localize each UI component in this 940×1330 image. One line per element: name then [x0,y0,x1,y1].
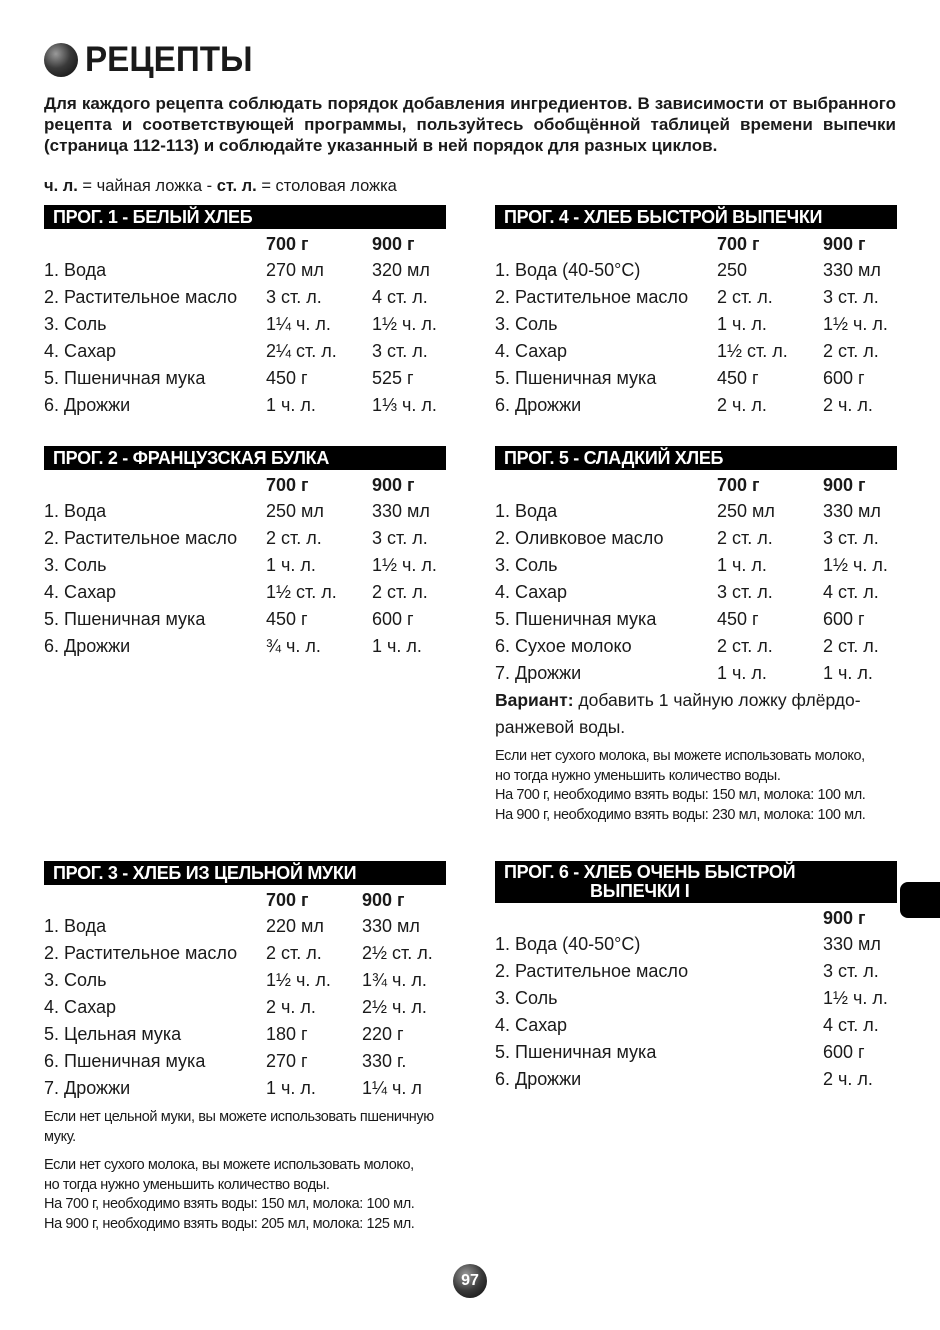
col-900g: 900 г [823,234,866,254]
table-row [495,311,897,338]
amount-900g: 525 г [372,368,414,388]
table-row [44,552,446,579]
amount-900g: 1½ ч. л. [823,555,888,575]
table-row [495,257,897,284]
amount-900g: 330 мл [823,501,881,521]
table-row [44,633,446,660]
amount-900g: 600 г [823,1042,865,1062]
amount-900g: 1¾ ч. л. [362,970,427,990]
table-header-row [44,885,446,913]
ingredient: 6. Дрожжи [495,1069,582,1089]
amount-900g: 4 ст. л. [823,582,879,602]
amount-700g: 3 ст. л. [266,287,322,307]
ingredient: 1. Вода [44,260,107,280]
intro-paragraph: Для каждого рецепта соблюдать порядок добавления ингредиентов. В зависимости от выбранного рецепта и соответствующей программы, пользуйтесь обобщённой таблицей времени выпечки (страница 112-113) и соблюдайте указанный в ней порядок для разных циклов. [44,94,896,155]
table-row [44,365,446,392]
amount-900g: 3 ст. л. [372,528,428,548]
amount-900g: 1⅓ ч. л. [372,395,437,415]
ingredient: 5. Пшеничная мука [44,368,206,388]
amount-900g: 3 ст. л. [823,961,879,981]
table-row [44,284,446,311]
amount-700g: 450 г [266,368,308,388]
amount-900g: 4 ст. л. [823,1015,879,1035]
amount-900g: 220 г [362,1024,404,1044]
amount-900g: 330 г. [362,1051,407,1071]
recipe-title-line1: ПРОГ. 6 - ХЛЕБ ОЧЕНЬ БЫСТРОЙ [504,862,796,882]
table-row [495,660,897,687]
ingredient: 3. Соль [44,314,107,334]
amount-900g: 330 мл [823,934,881,954]
table-row [495,552,897,579]
table-row [495,284,897,311]
table-row [495,1012,897,1039]
ingredient: 6. Сухое молоко [495,636,632,656]
amount-700g: 1½ ч. л. [266,970,331,990]
ingredient: 2. Растительное масло [495,287,689,307]
recipe-prog-4 [495,205,897,419]
ingredient: 3. Соль [44,970,107,990]
amount-700g: 2 ст. л. [717,287,773,307]
milk-note-line: На 700 г, необходимо взять воды: 150 мл, молока: 100 мл. [495,787,866,803]
ingredient: 2. Оливковое масло [495,528,664,548]
amount-700g: 1 ч. л. [266,1078,316,1098]
table-header-row [495,229,897,257]
amount-900g: 320 мл [372,260,430,280]
amount-900g: 1½ ч. л. [823,314,888,334]
table-row [44,994,446,1021]
amount-900g: 600 г [823,609,865,629]
variant-text: добавить 1 чайную ложку флёрдо- [573,690,861,710]
ingredient: 4. Сахар [495,341,568,361]
amount-900g: 2 ч. л. [823,395,873,415]
table-row [44,1021,446,1048]
table-row [44,498,446,525]
milk-note-line: На 900 г, необходимо взять воды: 230 мл, молока: 100 мл. [495,806,866,823]
ingredient: 4. Сахар [495,1015,568,1035]
table-row [44,606,446,633]
milk-note-line: Если нет сухого молока, вы можете использовать молоко, [495,748,865,764]
tsp-abbr: ч. л. [44,177,78,195]
milk-note-line: На 900 г, необходимо взять воды: 205 мл, молока: 125 мл. [44,1215,415,1232]
amount-900g: 2½ ч. л. [362,997,427,1017]
amount-700g: 270 мл [266,260,324,280]
table-row [495,579,897,606]
ingredient: 5. Пшеничная мука [495,1042,657,1062]
tsp-text: = чайная ложка - [77,177,217,195]
recipe-prog-1 [44,205,446,419]
amount-900g: 2 ст. л. [372,582,428,602]
table-row [44,257,446,284]
milk-note-line: Если нет сухого молока, вы можете использовать молоко, [44,1157,414,1173]
ingredient: 4. Сахар [44,582,117,602]
amount-700g: 2¼ ст. л. [266,341,337,361]
col-700g: 700 г [717,234,760,254]
recipe-title: ПРОГ. 1 - БЕЛЫЙ ХЛЕБ [44,205,446,229]
amount-900g: 1½ ч. л. [823,988,888,1008]
ingredient: 2. Растительное масло [44,528,238,548]
amount-700g: 2 ст. л. [717,528,773,548]
amount-900g: 2 ст. л. [823,636,879,656]
amount-700g: 450 г [717,368,759,388]
table-row [495,931,897,958]
bullet-icon [44,43,78,77]
amount-700g: 1¼ ч. л. [266,314,331,334]
variant-note-cont: ранжевой воды. [495,717,626,737]
amount-900g: 1 ч. л. [372,636,422,656]
recipe-prog-2 [44,446,446,660]
amount-700g: 1 ч. л. [717,663,767,683]
recipe-title [495,861,897,903]
ingredient: 6. Дрожжи [495,395,582,415]
table-row [495,338,897,365]
amount-700g: 250 мл [266,501,324,521]
ingredient: 6. Дрожжи [44,636,131,656]
recipe-prog-6 [495,861,897,1093]
amount-700g: 1 ч. л. [266,395,316,415]
table-row [44,967,446,994]
amount-900g: 600 г [823,368,865,388]
table-row [44,1075,446,1102]
tbsp-text: = столовая ложка [256,177,397,195]
ingredient: 5. Пшеничная мука [495,609,657,629]
amount-900g: 330 мл [823,260,881,280]
table-header-row [44,470,446,498]
amount-900g: 330 мл [362,916,420,936]
amount-700g: 1 ч. л. [717,555,767,575]
ingredient: 4. Сахар [495,582,568,602]
col-900g: 900 г [372,475,415,495]
amount-700g: 2 ст. л. [717,636,773,656]
ingredient: 3. Соль [495,314,558,334]
amount-700g: ¾ ч. л. [266,636,321,656]
table-row [44,913,446,940]
amount-700g: 450 г [717,609,759,629]
page-title [44,40,261,80]
table-row [495,633,897,660]
table-row [44,311,446,338]
ingredient: 2. Растительное масло [495,961,689,981]
recipe-title: ПРОГ. 5 - СЛАДКИЙ ХЛЕБ [495,446,897,470]
tbsp-abbr: ст. л. [216,177,257,195]
ingredient: 1. Вода [495,501,558,521]
amount-700g: 2 ст. л. [266,943,322,963]
amount-700g: 2 ч. л. [266,997,316,1017]
table-row [495,498,897,525]
ingredient: 4. Сахар [44,997,117,1017]
amount-700g: 180 г [266,1024,308,1044]
table-header-row [495,903,897,931]
amount-700g: 250 [717,260,748,280]
whole-flour-note: Если нет цельной муки, вы можете использовать пшеничную муку. [44,1109,434,1145]
amount-900g: 2 ст. л. [823,341,879,361]
col-700g: 700 г [266,234,309,254]
side-tab-marker [900,882,940,918]
recipe-prog-3 [44,861,446,1234]
amount-700g: 3 ст. л. [717,582,773,602]
amount-900g: 330 мл [372,501,430,521]
table-row [495,606,897,633]
ingredient: 7. Дрожжи [44,1078,131,1098]
table-row [44,338,446,365]
table-row [495,392,897,419]
col-700g: 700 г [266,890,309,910]
col-700g: 700 г [266,475,309,495]
amount-700g: 1 ч. л. [717,314,767,334]
recipe-title: ПРОГ. 3 - ХЛЕБ ИЗ ЦЕЛЬНОЙ МУКИ [44,861,446,885]
col-900g: 900 г [823,475,866,495]
ingredient: 2. Растительное масло [44,943,238,963]
amount-700g: 2 ст. л. [266,528,322,548]
milk-note-line: На 700 г, необходимо взять воды: 150 мл, молока: 100 мл. [44,1196,415,1212]
ingredient: 5. Пшеничная мука [44,609,206,629]
table-row [44,392,446,419]
recipe-title-line2: ВЫПЕЧКИ I [590,881,690,901]
abbreviation-legend [44,177,397,196]
amount-700g: 1½ ст. л. [266,582,337,602]
amount-900g: 1 ч. л. [823,663,873,683]
page-title-text: РЕЦЕПТЫ [85,40,253,79]
ingredient: 1. Вода (40-50°C) [495,934,641,954]
amount-700g: 1 ч. л. [266,555,316,575]
ingredient: 4. Сахар [44,341,117,361]
table-row [44,940,446,967]
ingredient: 5. Пшеничная мука [495,368,657,388]
ingredient: 3. Соль [44,555,107,575]
amount-700g: 2 ч. л. [717,395,767,415]
table-header-row [495,470,897,498]
amount-700g: 220 мл [266,916,324,936]
amount-900g: 600 г [372,609,414,629]
table-row [44,525,446,552]
table-row [495,985,897,1012]
amount-900g: 3 ст. л. [823,528,879,548]
table-row [495,525,897,552]
amount-900g: 2½ ст. л. [362,943,433,963]
table-row [495,1039,897,1066]
ingredient: 2. Растительное масло [44,287,238,307]
col-900g: 900 г [372,234,415,254]
ingredient: 3. Соль [495,555,558,575]
milk-note-line: но тогда нужно уменьшить количество воды. [44,1176,330,1193]
amount-700g: 1½ ст. л. [717,341,788,361]
recipe-title: ПРОГ. 2 - ФРАНЦУЗСКАЯ БУЛКА [44,446,446,470]
ingredient: 6. Дрожжи [44,395,131,415]
ingredient: 5. Цельная мука [44,1024,182,1044]
milk-note-line: но тогда нужно уменьшить количество воды. [495,767,781,784]
amount-900g: 1½ ч. л. [372,314,437,334]
recipe-title: ПРОГ. 4 - ХЛЕБ БЫСТРОЙ ВЫПЕЧКИ [495,205,897,229]
table-row [495,958,897,985]
ingredient: 3. Соль [495,988,558,1008]
ingredient: 1. Вода [44,501,107,521]
col-900g: 900 г [823,908,866,928]
amount-700g: 450 г [266,609,308,629]
ingredient: 7. Дрожжи [495,663,582,683]
table-row [44,1048,446,1075]
amount-900g: 4 ст. л. [372,287,428,307]
page-number: 97 [453,1264,487,1298]
col-900g: 900 г [362,890,405,910]
amount-900g: 3 ст. л. [823,287,879,307]
amount-900g: 1½ ч. л. [372,555,437,575]
table-row [495,1066,897,1093]
amount-900g: 1¼ ч. л [362,1078,422,1098]
variant-label: Вариант: [495,690,574,710]
col-700g: 700 г [717,475,760,495]
ingredient: 1. Вода (40-50°C) [495,260,641,280]
amount-700g: 270 г [266,1051,308,1071]
recipe-prog-5 [495,446,897,825]
amount-700g: 250 мл [717,501,775,521]
ingredient: 6. Пшеничная мука [44,1051,206,1071]
ingredient: 1. Вода [44,916,107,936]
amount-900g: 2 ч. л. [823,1069,873,1089]
variant-note [495,687,897,714]
table-row [44,579,446,606]
amount-900g: 3 ст. л. [372,341,428,361]
table-row [495,365,897,392]
table-header-row [44,229,446,257]
